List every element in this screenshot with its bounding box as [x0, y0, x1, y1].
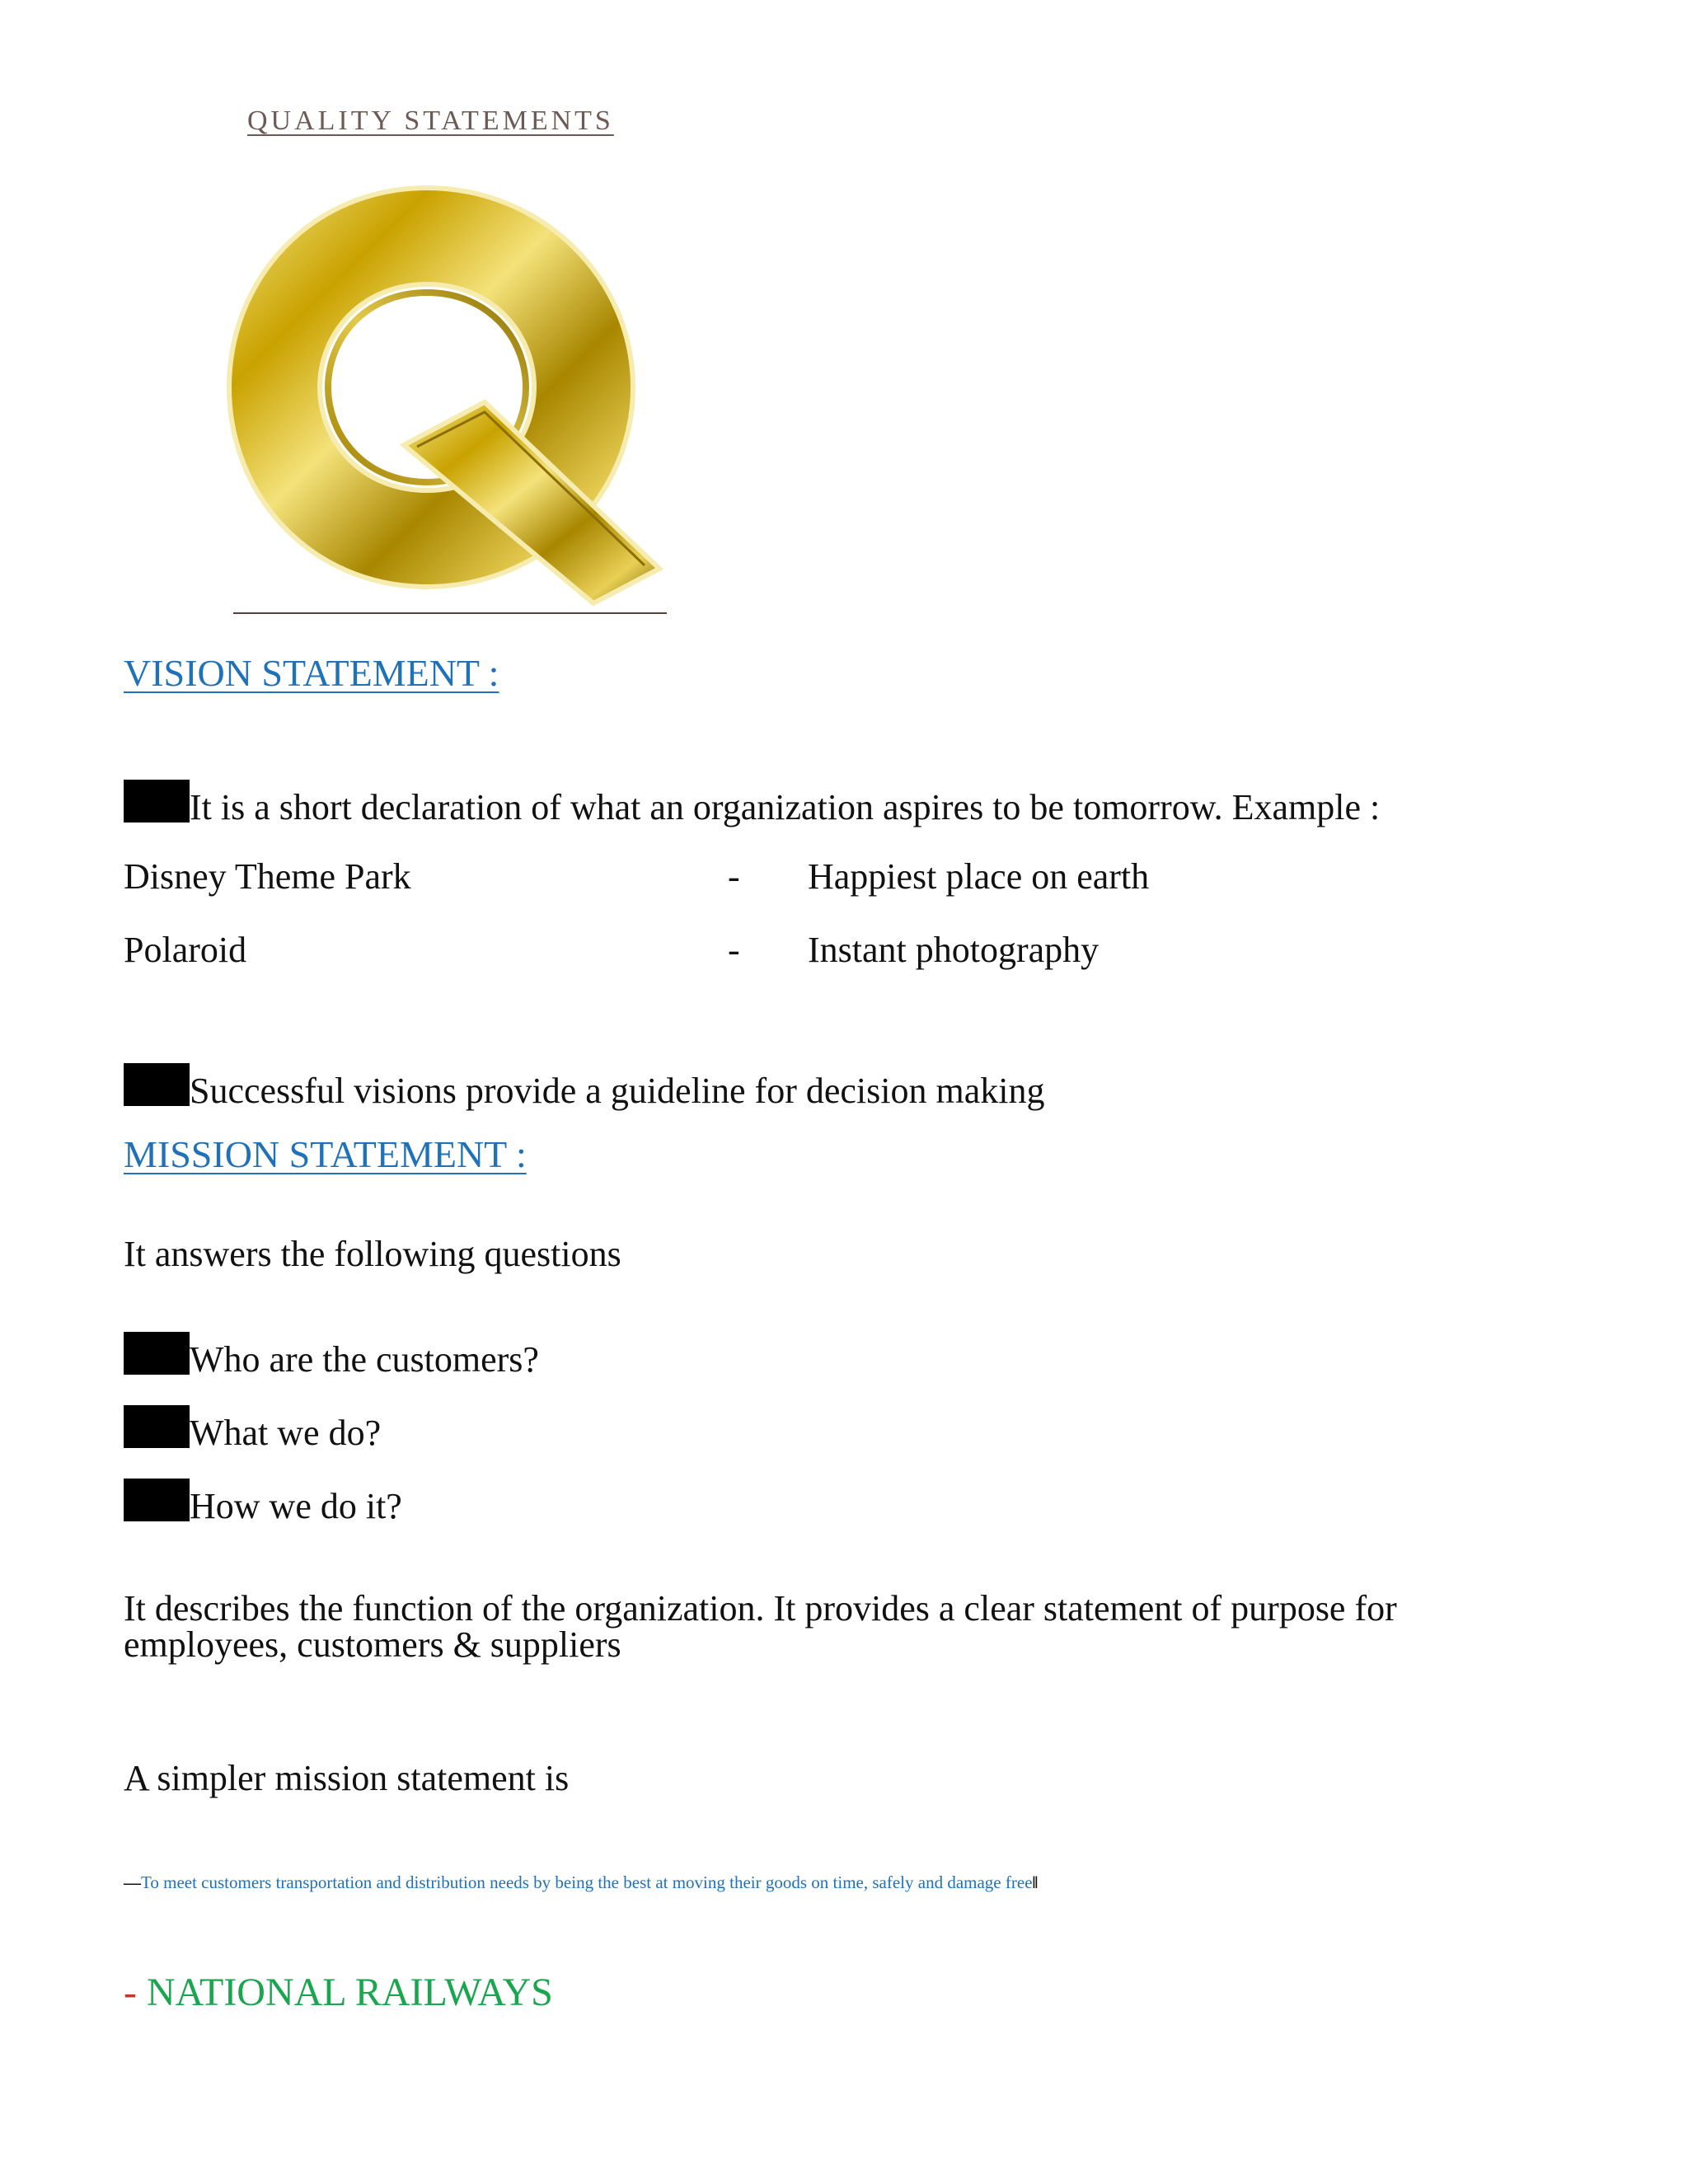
mission-quote: [124, 1872, 1038, 1893]
example-company-1: Disney Theme Park: [124, 856, 411, 897]
example-company-2: Polaroid: [124, 930, 247, 970]
vision-definition-item: [124, 780, 1380, 828]
mission-description-line-1: It describes the function of the organization. It provides a clear statement of purpose for: [124, 1588, 1397, 1629]
mission-question-text: How we do it?: [190, 1486, 402, 1526]
bullet-block-icon: [124, 1479, 190, 1521]
vision-heading: VISION STATEMENT :: [124, 652, 499, 694]
attribution-text: NATIONAL RAILWAYS: [146, 1971, 553, 2014]
mission-question-item: [124, 1332, 539, 1380]
bullet-block-icon: [124, 1405, 190, 1448]
mission-question-item: [124, 1479, 402, 1527]
quote-open-mark: —: [124, 1872, 141, 1892]
example-dash-2: -: [728, 930, 740, 970]
vision-note-text: Successful visions provide a guideline for decision making: [190, 1071, 1045, 1111]
mission-attribution: [124, 1970, 553, 2015]
bullet-block-icon: [124, 780, 190, 823]
bullet-block-icon: [124, 1063, 190, 1106]
mission-description-line-2: employees, customers & suppliers: [124, 1624, 621, 1665]
vision-note-item: [124, 1063, 1044, 1112]
gold-letter-q-icon: [223, 181, 668, 610]
mission-question-text: Who are the customers?: [190, 1339, 539, 1380]
mission-intro: It answers the following questions: [124, 1234, 621, 1274]
mission-question-item: [124, 1405, 381, 1454]
mission-heading: MISSION STATEMENT :: [124, 1133, 527, 1175]
example-vision-2: Instant photography: [808, 930, 1100, 970]
vision-definition-text: It is a short declaration of what an organization aspires to be tomorrow. Example :: [190, 787, 1381, 827]
simpler-mission-intro: A simpler mission statement is: [124, 1758, 570, 1798]
quote-close-mark: ‖: [1032, 1872, 1039, 1892]
logo-underline-rule: [233, 612, 667, 614]
mission-quote-text: To meet customers transportation and distribution needs by being the best at moving their goods on time, safely and damage free: [141, 1872, 1033, 1892]
example-dash-1: -: [728, 856, 740, 897]
page-banner-title: QUALITY STATEMENTS: [247, 105, 614, 136]
example-vision-1: Happiest place on earth: [808, 856, 1150, 897]
attribution-dash: -: [124, 1971, 147, 2014]
bullet-block-icon: [124, 1332, 190, 1375]
mission-question-text: What we do?: [190, 1413, 382, 1453]
